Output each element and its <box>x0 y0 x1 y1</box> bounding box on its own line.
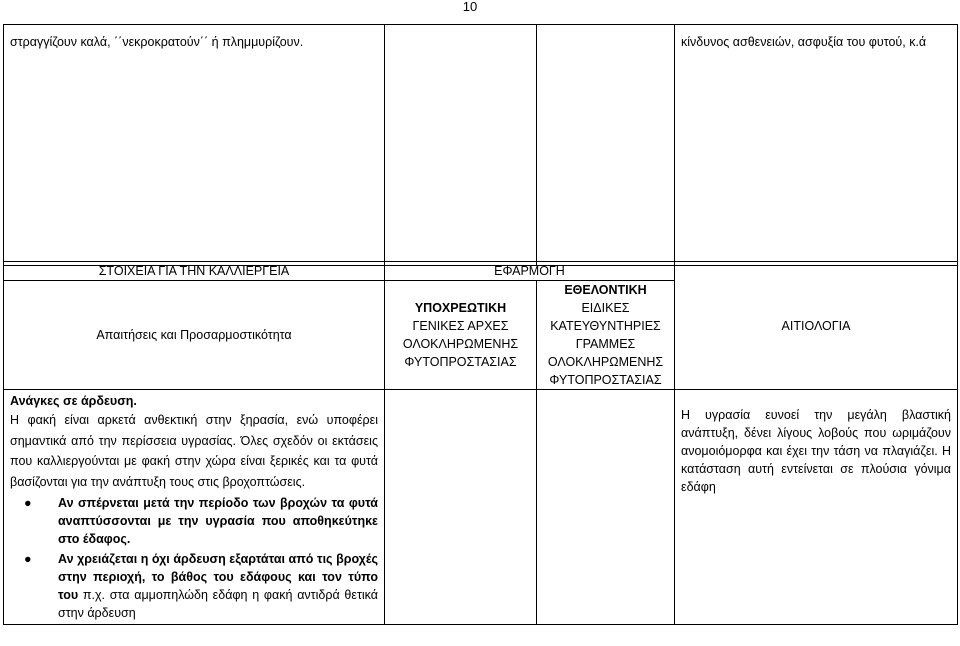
justification-cell: Η υγρασία ευνοεί την μεγάλη βλαστική ανάπτυξη, δένει λίγους λοβούς που ωριμάζουν ανομοιόμορφα και έχει την τάση να πλαγιάζει. Η κατάσταση αυτή εντείνεται σε πλούσια γόνιμα εδάφη <box>675 390 958 625</box>
irrigation-title: Ανάγκες σε άρδευση. <box>10 394 137 408</box>
bullet-item <box>24 550 378 622</box>
top-mid-cell-1 <box>385 25 537 266</box>
header-mandatory <box>385 281 537 390</box>
mandatory-cell <box>385 390 537 625</box>
irrigation-paragraph: Η φακή είναι αρκετά ανθεκτική στην ξηρασία, ενώ υποφέρει σημαντικά από την περίσσεια υγρασίας. Όλες σχεδόν οι εκτάσεις που καλλιεργούνται με φακή στην χώρα είναι ξερικές και τα φυτά βασίζονται για την ανάπτυξη τους στις βροχοπτώσεις. <box>10 413 378 489</box>
header-voluntary <box>537 281 675 390</box>
mandatory-line-2: ΓΕΝΙΚΕΣ ΑΡΧΕΣ <box>412 319 509 333</box>
voluntary-cell <box>537 390 675 625</box>
voluntary-line-6: ΦΥΤΟΠΡΟΣΤΑΣΙΑΣ <box>549 373 662 387</box>
voluntary-line-1: ΕΘΕΛΟΝΤΙΚΗ <box>564 283 647 297</box>
top-left-cell: στραγγίζουν καλά, ΄΄νεκροκρατούν΄΄ ή πλημμυρίζουν. <box>4 25 385 266</box>
header-application: ΕΦΑΡΜΟΓΗ <box>385 262 675 281</box>
top-right-cell: κίνδυνος ασθενειών, ασφυξία του φυτού, κ.ά <box>675 25 958 266</box>
bullet-text-rest: π.χ. στα αμμοπηλώδη εδάφη η φακή αντιδρά θετικά στην άρδευση <box>58 588 378 620</box>
bullet-item <box>24 494 378 548</box>
bullet-text-bold: Αν χρειάζεται η όχι άρδευση εξαρτάται από τις βροχές στην περιοχή, το βάθος του εδάφους και τον τύπο του <box>58 552 378 602</box>
header-crop-data: ΣΤΟΙΧΕΙΑ ΓΙΑ ΤΗΝ ΚΑΛΛΙΕΡΓΕΙΑ <box>4 262 385 281</box>
top-mid-cell-2 <box>537 25 675 266</box>
main-table <box>3 261 958 625</box>
mandatory-line-4: ΦΥΤΟΠΡΟΣΤΑΣΙΑΣ <box>404 355 517 369</box>
irrigation-bullets <box>10 494 378 622</box>
voluntary-line-4: ΓΡΑΜΜΕΣ <box>575 337 636 351</box>
header-requirements: Απαιτήσεις και Προσαρμοστικότητα <box>4 281 385 390</box>
irrigation-cell <box>4 390 385 625</box>
mandatory-line-1: ΥΠΟΧΡΕΩΤΙΚΗ <box>414 301 507 315</box>
header-justification: ΑΙΤΙΟΛΟΓΙΑ <box>675 262 958 390</box>
bullet-icon: ● <box>24 552 32 566</box>
bullet-text: Αν σπέρνεται μετά την περίοδο των βροχών τα φυτά αναπτύσσονται με την υγρασία που αποθηκεύτηκε στο έδαφος. <box>58 496 378 546</box>
voluntary-line-3: ΚΑΤΕΥΘΥΝΤΗΡΙΕΣ <box>550 319 661 333</box>
page-number: 10 <box>462 0 478 14</box>
voluntary-line-2: ΕΙΔΙΚΕΣ <box>581 301 630 315</box>
mandatory-line-3: ΟΛΟΚΛΗΡΩΜΕΝΗΣ <box>402 337 519 351</box>
top-table <box>3 24 958 266</box>
bullet-icon: ● <box>24 496 32 510</box>
voluntary-line-5: ΟΛΟΚΛΗΡΩΜΕΝΗΣ <box>547 355 664 369</box>
